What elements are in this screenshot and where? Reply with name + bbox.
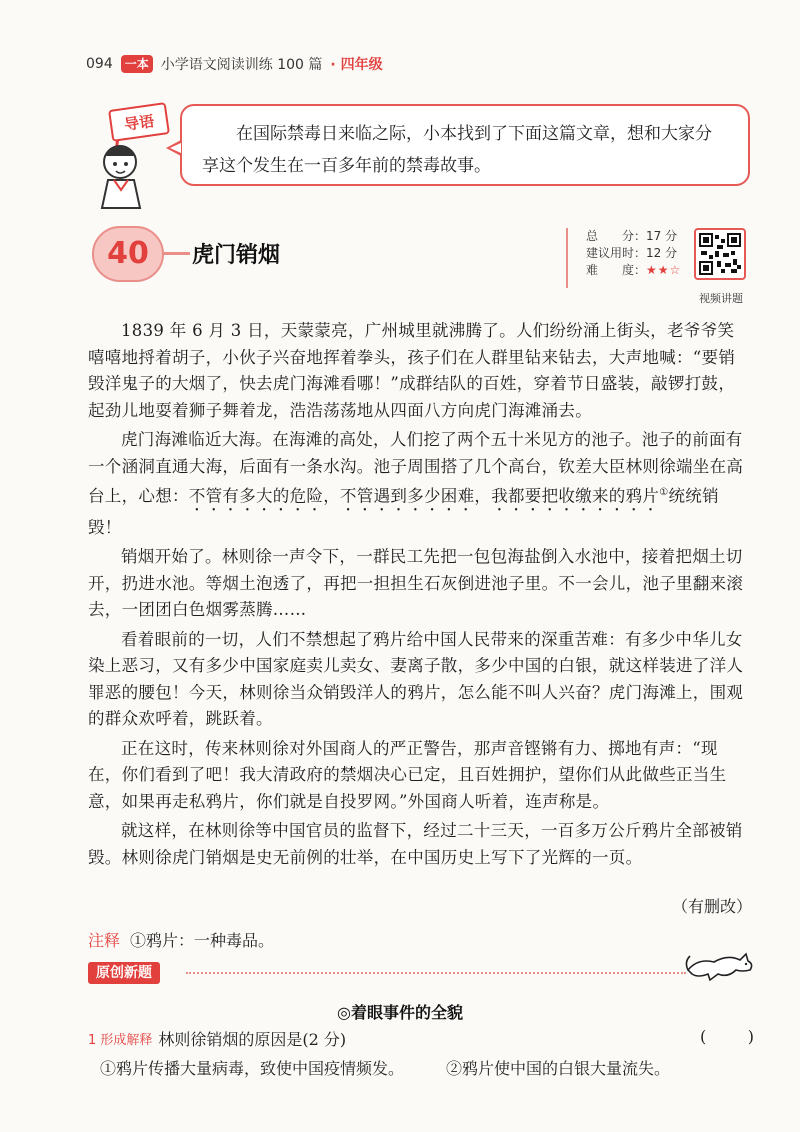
- option-2[interactable]: ②鸦片使中国的白银大量流失。: [446, 1059, 671, 1078]
- qr-code-icon[interactable]: [694, 228, 746, 280]
- question-1: [88, 1027, 346, 1050]
- paragraph-4: 看着眼前的一切，人们不禁想起了鸦片给中国人民带来的深重苦难：有多少中华儿女染上恶习，又有多少中国家庭卖儿卖女、妻离子散，多少中国的白银，就这样装进了洋人罪恶的腰包！今天，林则徐当众销毁洋人的鸦片，怎么能不叫人兴奋？虎门海滩上，围观的群众欢呼着，跳跃着。: [88, 629, 744, 728]
- score-total: 总 分：17 分: [586, 229, 678, 243]
- footnote-marker: ①: [659, 487, 669, 498]
- footnote-text: ①鸦片：一种毒品。: [130, 931, 275, 950]
- source-note: （有删改）: [671, 897, 752, 916]
- qr-pattern: [699, 233, 741, 275]
- article-body: [88, 318, 750, 874]
- paragraph-6: 就这样，在林则徐等中国官员的监督下，经过二十三天，一百多万公斤鸦片全部被销毁。林则徐虎门销烟是史无前例的壮举，在中国历史上写下了光辉的一页。: [88, 821, 743, 867]
- answer-blank[interactable]: [700, 1027, 754, 1046]
- difficulty-label: 难 度：: [586, 263, 647, 277]
- brand-logo: 一本: [121, 55, 153, 73]
- page-number: 094: [86, 56, 113, 72]
- paragraph-2-end: 统统销毁！: [88, 486, 719, 537]
- paragraph-5: 正在这时，传来林则徐对外国商人的严正警告，那声音铿锵有力、掷地有声：“现在，你们看到了吧！我大清政府的禁烟决心已定，且百姓拥护，望你们从此做些正当生意，如果再走私鸦片，你们就是自投罗网。”外国商人听着，连声称是。: [88, 738, 727, 811]
- qr-label: 视频讲题: [699, 292, 743, 305]
- grade-label: · 四年级: [330, 57, 383, 73]
- guide-sign: 导语: [108, 102, 170, 142]
- speech-bubble-tail-inner: [170, 143, 181, 153]
- paragraph-1: 1839 年 6 月 3 日，天蒙蒙亮，广州城里就沸腾了。人们纷纷涌上街头，老爷爷笑嘻嘻地捋着胡子，小伙子兴奋地挥着拳头，孩子们在人群里钻来钻去，大声地喊：“要销毁洋鬼子的大烟了，快去虎门海滩看哪！”成群结队的百姓，穿着节日盛装，敲锣打鼓，起劲儿地耍着狮子舞着龙，浩浩荡荡地从四面八方向虎门海滩涌去。: [88, 321, 736, 420]
- option-1[interactable]: ①鸦片传播大量病毒，致使中国疫情频发。: [100, 1059, 405, 1078]
- original-question-badge: 原创新题: [88, 962, 160, 984]
- paren-left: (: [700, 1027, 707, 1046]
- paragraph-2-text: 虎门海滩临近大海。在海滩的高处，人们挖了两个五十米见方的池子。池子的前面有一个涵洞直通大海，后面有一条水沟。池子周围搭了几个高台，钦差大臣林则徐端坐在高台上，心想：: [88, 430, 744, 506]
- paren-right: ): [747, 1027, 754, 1046]
- paragraph-2: [88, 427, 750, 541]
- dotted-divider: [186, 972, 686, 974]
- intro-bubble: 在国际禁毒日来临之际，小本找到了下面这篇文章，想和大家分享这个发生在一百多年前的禁毒故事。: [180, 104, 750, 186]
- question-options: [100, 1056, 670, 1079]
- title-connector: [164, 252, 190, 255]
- difficulty-row: [586, 262, 690, 279]
- section-title: ◎着眼事件的全貌: [337, 1003, 463, 1022]
- suggested-time: 建议用时：12 分: [586, 246, 678, 260]
- cat-icon: [684, 948, 756, 984]
- question-text: 林则徐销烟的原因是(2 分): [158, 1030, 347, 1049]
- lesson-title: 虎门销烟: [192, 243, 281, 268]
- paragraph-3: 销烟开始了。林则徐一声令下，一群民工先把一包包海盐倒入水池中，接着把烟土切开，扔进水池。等烟土泡透了，再把一担担生石灰倒进池子里。不一会儿，池子里翻来滚去，一团团白色烟雾蒸腾……: [88, 547, 744, 619]
- question-number: 1 形成解释: [88, 1033, 153, 1048]
- score-info: [566, 228, 690, 288]
- footnote-label: 注释: [88, 931, 121, 950]
- page-header: [86, 52, 383, 76]
- lesson-number: 40: [107, 236, 149, 271]
- footnote: [88, 928, 274, 951]
- series-title: 小学语文阅读训练 100 篇: [160, 57, 323, 73]
- emphasized-phrase: 不管有多大的危险，不管遇到多少困难，我都要把收缴来的鸦片: [188, 486, 660, 506]
- difficulty-stars: ★★☆: [646, 263, 682, 277]
